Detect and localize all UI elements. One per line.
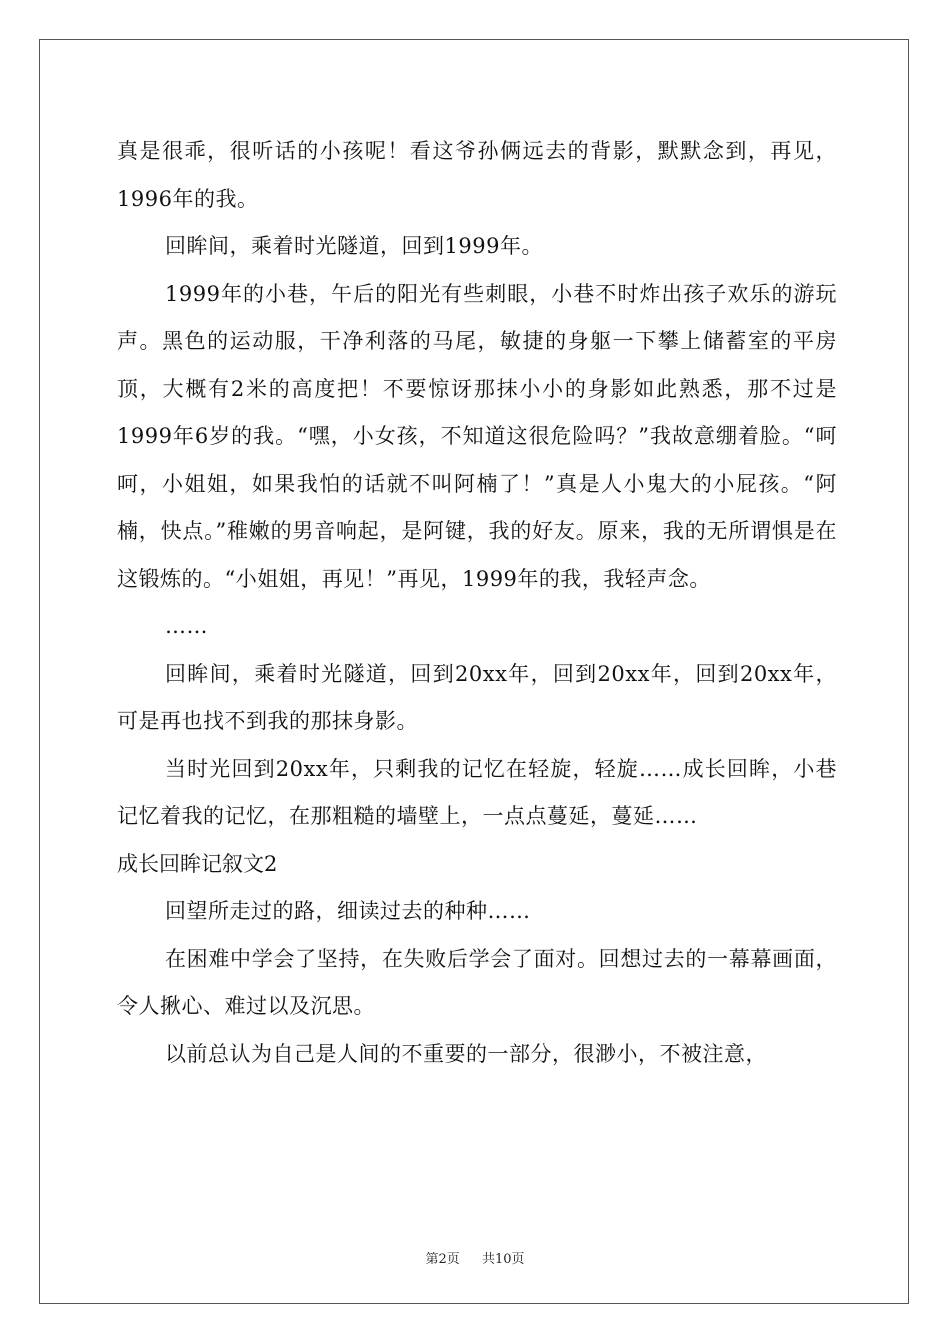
document-body	[117, 128, 837, 1078]
page-total: 共10页	[482, 1252, 525, 1267]
paragraph: 回眸间，乘着时光隧道，回到1999年。	[165, 234, 543, 258]
paragraph-ellipsis: ……	[165, 614, 208, 638]
paragraph: 在困难中学会了坚持，在失败后学会了面对。回想过去的一幕幕画面，令人揪心、难过以及沉思。	[117, 946, 837, 1018]
paragraph: 以前总认为自己是人间的不重要的一部分，很渺小，不被注意，	[165, 1041, 767, 1066]
page-number: 第2页	[425, 1252, 460, 1267]
page-footer	[0, 1248, 950, 1267]
paragraph: 回眸间，乘着时光隧道，回到20xx年，回到20xx年，回到20xx年，可是再也找不到我的那抹身影。	[117, 661, 837, 733]
paragraph: 1999年的小巷，午后的阳光有些刺眼，小巷不时炸出孩子欢乐的游玩声。黑色的运动服，干净利落的马尾，敏捷的身躯一下攀上储蓄室的平房顶，大概有2米的高度把！不要惊讶那抹小小的身影如此熟悉，那不过是1999年6岁的我。“嘿，小女孩，不知道这很危险吗？”我故意绷着脸。“呵呵，小姐姐，如果我怕的话就不叫阿楠了！”真是人小鬼大的小屁孩。“阿楠，快点。”稚嫩的男音响起，是阿键，我的好友。原来，我的无所谓惧是在这锻炼的。“小姐姐，再见！”再见，1999年的我，我轻声念。	[117, 281, 837, 591]
paragraph: 当时光回到20xx年，只剩我的记忆在轻旋，轻旋……成长回眸，小巷记忆着我的记忆，在那粗糙的墙壁上，一点点蔓延，蔓延……	[117, 756, 837, 828]
paragraph: 真是很乖，很听话的小孩呢！看这爷孙俩远去的背影，默默念到，再见，1996年的我。	[117, 139, 837, 211]
section-title: 成长回眸记叙文2	[117, 851, 278, 876]
paragraph: 回望所走过的路，细读过去的种种……	[165, 899, 531, 923]
